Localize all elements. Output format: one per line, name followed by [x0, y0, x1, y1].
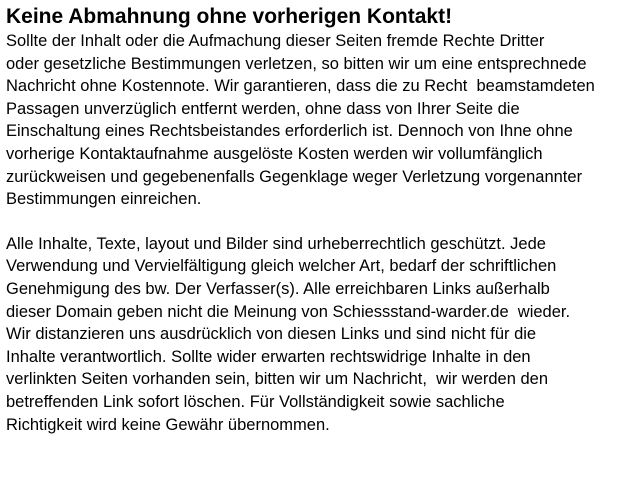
paragraph-line: Nachricht ohne Kostennote. Wir garantieren, dass die zu Recht beamstamdeten [6, 77, 595, 96]
paragraph-line: zurückweisen und gegebenenfalls Gegenklage weger Verletzung vorgenannter [6, 167, 583, 186]
paragraph-line: oder gesetzliche Bestimmungen verletzen, so bitten wir um eine entsprechnede [6, 54, 587, 73]
paragraph-line: Richtigkeit wird keine Gewähr übernommen. [6, 415, 330, 434]
paragraph-line: Sollte der Inhalt oder die Aufmachung dieser Seiten fremde Rechte Dritter [6, 32, 545, 50]
paragraph-line: Einschaltung eines Rechtsbeistandes erforderlich ist. Dennoch von Ihne ohne [6, 122, 573, 141]
paragraph-line: vorherige Kontaktaufnahme ausgelöste Kosten werden wir vollumfänglich [6, 144, 543, 163]
paragraph-line: betreffenden Link sofort löschen. Für Vollständigkeit sowie sachliche [6, 392, 505, 411]
paragraph-spacer [6, 211, 630, 233]
paragraph-line: Bestimmungen einreichen. [6, 190, 202, 209]
paragraph-line: Genehmigung des bw. Der Verfasser(s). Alle erreichbaren Links außerhalb [6, 279, 550, 298]
paragraph-no-warning-notice [6, 30, 630, 211]
paragraph-copyright-notice [6, 233, 630, 436]
page-title: Keine Abmahnung ohne vorherigen Kontakt! [6, 5, 453, 28]
paragraph-line: dieser Domain geben nicht die Meinung von Schiessstand-warder.de wieder. [6, 302, 571, 321]
paragraph-line: Inhalte verantwortlich. Sollte wider erwarten rechtswidrige Inhalte in den [6, 347, 531, 366]
paragraph-line: Alle Inhalte, Texte, layout und Bilder sind urheberrechtlich geschützt. Jede [6, 234, 546, 253]
paragraph-line: Verwendung und Vervielfältigung gleich welcher Art, bedarf der schriftlichen [6, 257, 557, 276]
paragraph-line: Passagen unverzüglich entfernt werden, ohne dass von Ihrer Seite die [6, 99, 520, 118]
paragraph-line: Wir distanzieren uns ausdrücklich von diesen Links und sind nicht für die [6, 325, 537, 344]
paragraph-line: verlinkten Seiten vorhanden sein, bitten wir um Nachricht, wir werden den [6, 370, 549, 389]
